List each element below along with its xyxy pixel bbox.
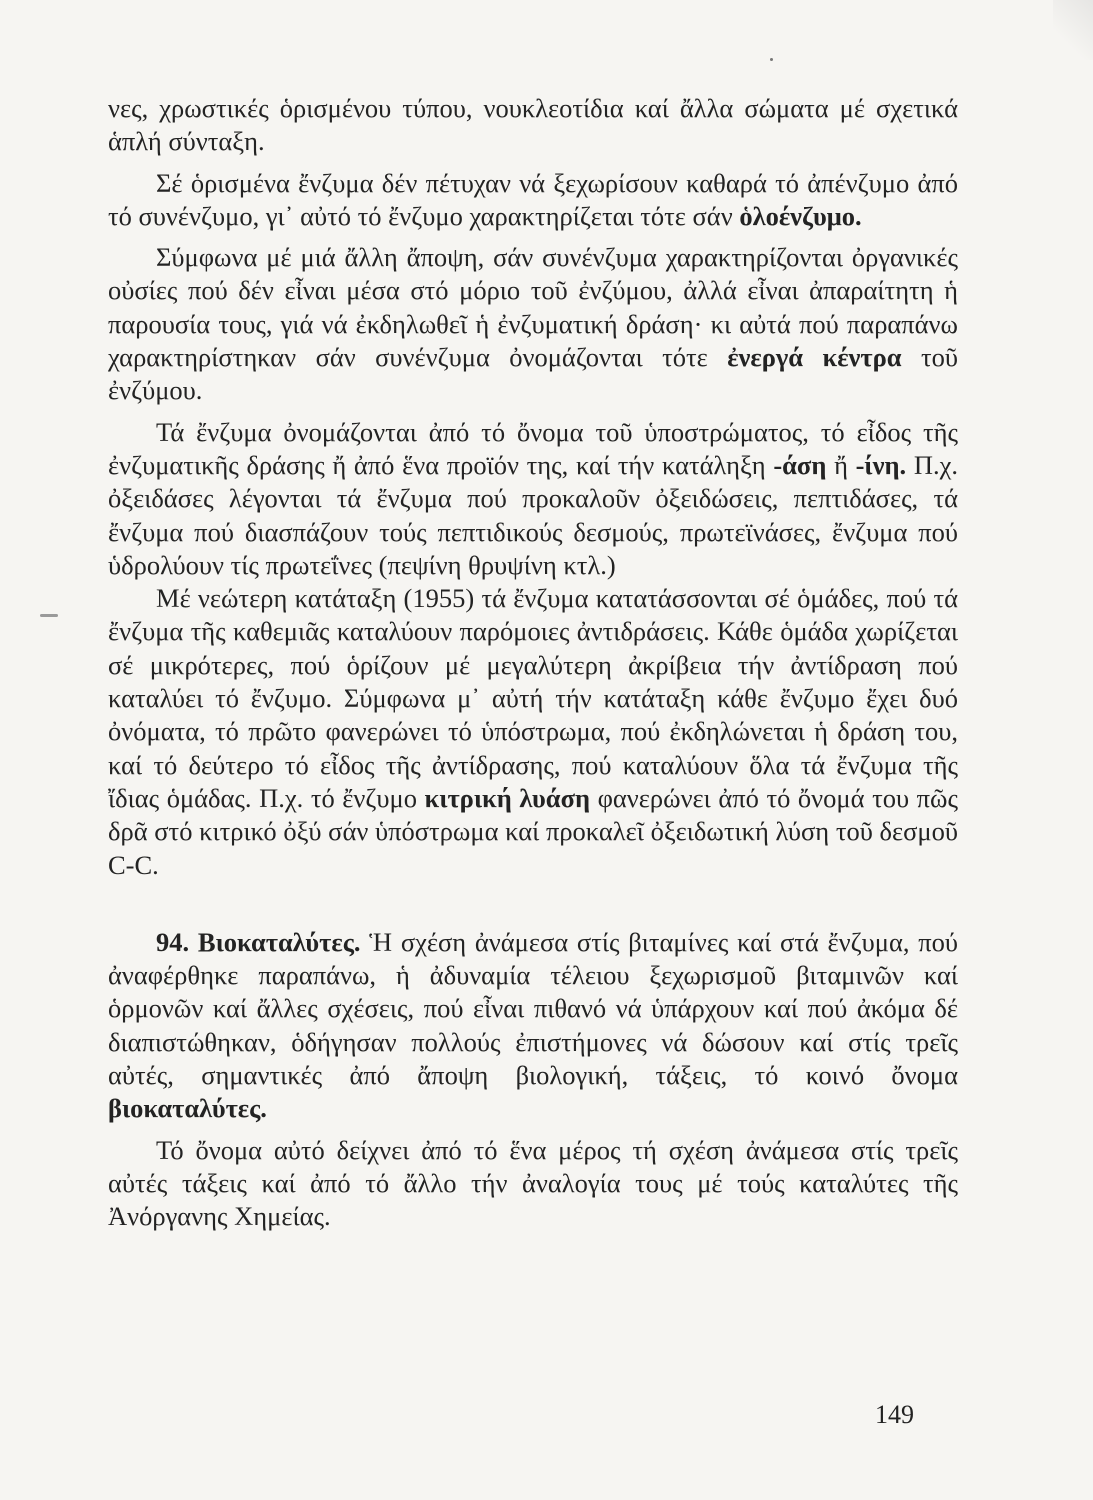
- bold-term: -άση: [773, 449, 827, 480]
- section-94-biocatalysts: [108, 926, 958, 1126]
- speck: [770, 58, 773, 61]
- bold-term: -ίνη.: [855, 449, 907, 480]
- text-run: Μέ νεώτερη κατάταξη (1955) τά ἔνζυμα κατατάσσονται σέ ὁμάδες, πού τά ἔνζυμα τῆς καθεμιᾶς καταλύουν παρόμοιες ἀντιδράσεις. Κάθε ὁμάδα χωρίζεται σέ μικρότερες, πού ὁρίζουν μέ μεγαλύτερη ἀκρίβεια τήν ἀντίδραση πού καταλύει τό ἔνζυμο. Σύμφωνα μ᾽ αὐτή τήν κατάταξη κάθε ἔνζυμο ἔχει δυό ὀνόματα, τό πρῶτο φανερώνει τό ὑπόστρωμα, πού ἐκδηλώνεται ἡ δράση του, καί τό δεύτερο τό εἶδος τῆς ἀντίδρασης, πού καταλύουν ὅλα τά ἔνζυμα τῆς ἴδιας ὁμάδας. Π.χ. τό ἔνζυμο: [108, 583, 958, 813]
- paragraph-enzyme-naming: [108, 416, 958, 582]
- paragraph-classification: [108, 582, 958, 882]
- paragraph-name-meaning: [108, 1134, 958, 1234]
- text-run: Σύμφωνα μέ μιά ἄλλη ἄποψη, σάν συνένζυμα χαρακτηρίζονται ὀργανικές οὐσίες πού δέν εἶναι μέσα στό μόριο τοῦ ἐνζύμου, ἀλλά εἶναι ἀπαραίτητη ἡ παρουσία τους, γιά νά ἐκδηλωθεῖ ἡ ἐνζυματική δράση· κι αὐτά πού παραπάνω χαρακτηρίστηκαν σάν συνένζυμα ὀνομάζονται τότε: [108, 242, 958, 373]
- text-run: ἤ: [826, 449, 856, 480]
- text-run: τοῦ ἐνζύμου.: [108, 342, 958, 406]
- paragraph-continuation: [108, 92, 958, 159]
- text-run: νες, χρωστικές ὁρισμένου τύπου, νουκλεοτίδια καί ἄλλα σώματα μέ σχετικά ἁπλή σύνταξη.: [108, 93, 958, 157]
- text-run: Τό ὄνομα αὐτό δείχνει ἀπό τό ἕνα μέρος τή σχέση ἀνάμεσα στίς τρεῖς αὐτές τάξεις καί ἀπό τό ἄλλο τήν ἀναλογία τους μέ τούς καταλύτες τῆς Ἀνόργανης Χημείας.: [108, 1134, 958, 1232]
- margin-mark: [40, 614, 58, 617]
- text-run: Π.χ. ὀξειδάσες λέγονται τά ἔνζυμα πού προκαλοῦν ὀξειδώσεις, πεπτιδάσες, τά ἔνζυμα πού διασπάζουν τούς πεπτιδικούς δεσμούς, πρωτεϊνάσες, ἔνζυμα πού ὑδρολύουν τίς πρωτεΐνες (πεψίνη θρυψίνη κτλ.): [108, 449, 958, 580]
- text-run: Σέ ὁρισμένα ἔνζυμα δέν πέτυχαν νά ξεχωρίσουν καθαρά τό ἀπένζυμο ἀπό τό συνένζυμο, γι᾽ αὐτό τό ἔνζυμο χαρακτηρίζεται τότε σάν: [108, 167, 958, 231]
- text-run: φανερώνει ἀπό τό ὄνομά του πῶς δρᾶ στό κιτρικό ὀξύ σάν ὑπόστρωμα καί προκαλεῖ ὀξειδωτική λύση τοῦ δεσμοῦ C-C.: [108, 782, 958, 880]
- text-run: Ἡ σχέση ἀνάμεσα στίς βιταμίνες καί στά ἔνζυμα, πού ἀναφέρθηκε παραπάνω, ἡ ἀδυναμία τέλειου ξεχωρισμοῦ βιταμινῶν καί ὁρμονῶν καί ἄλλες σχέσεις, πού εἶναι πιθανό νά ὑπάρχουν καί πού ἀκόμα δέ διαπιστώθηκαν, ὁδήγησαν πολλούς ἐπιστήμονες νά δώσουν καί στίς τρεῖς αὐτές, σημαντικές ἀπό ἄποψη βιολογική, τάξεις, τό κοινό ὄνομα: [108, 926, 958, 1091]
- bold-term: ὁλοένζυμο.: [739, 200, 862, 231]
- page-number: 149: [875, 1400, 914, 1429]
- paragraph-holoenzyme: [108, 167, 958, 234]
- text-run: Τά ἔνζυμα ὀνομάζονται ἀπό τό ὄνομα τοῦ ὑποστρώματος, τό εἶδος τῆς ἐνζυματικῆς δράσης ἤ ἀπό ἕνα προϊόν της, καί τήν κατάληξη: [108, 416, 958, 480]
- bold-term: 94. Βιοκαταλύτες.: [156, 926, 361, 957]
- bold-term: κιτρική λυάση: [424, 782, 591, 813]
- body-text: [108, 92, 958, 1234]
- paragraph-active-centers: [108, 241, 958, 407]
- bold-term: ἐνεργά κέντρα: [727, 342, 902, 373]
- page-corner-shadow: [1053, 0, 1093, 60]
- bold-term: βιοκαταλύτες.: [108, 1093, 267, 1124]
